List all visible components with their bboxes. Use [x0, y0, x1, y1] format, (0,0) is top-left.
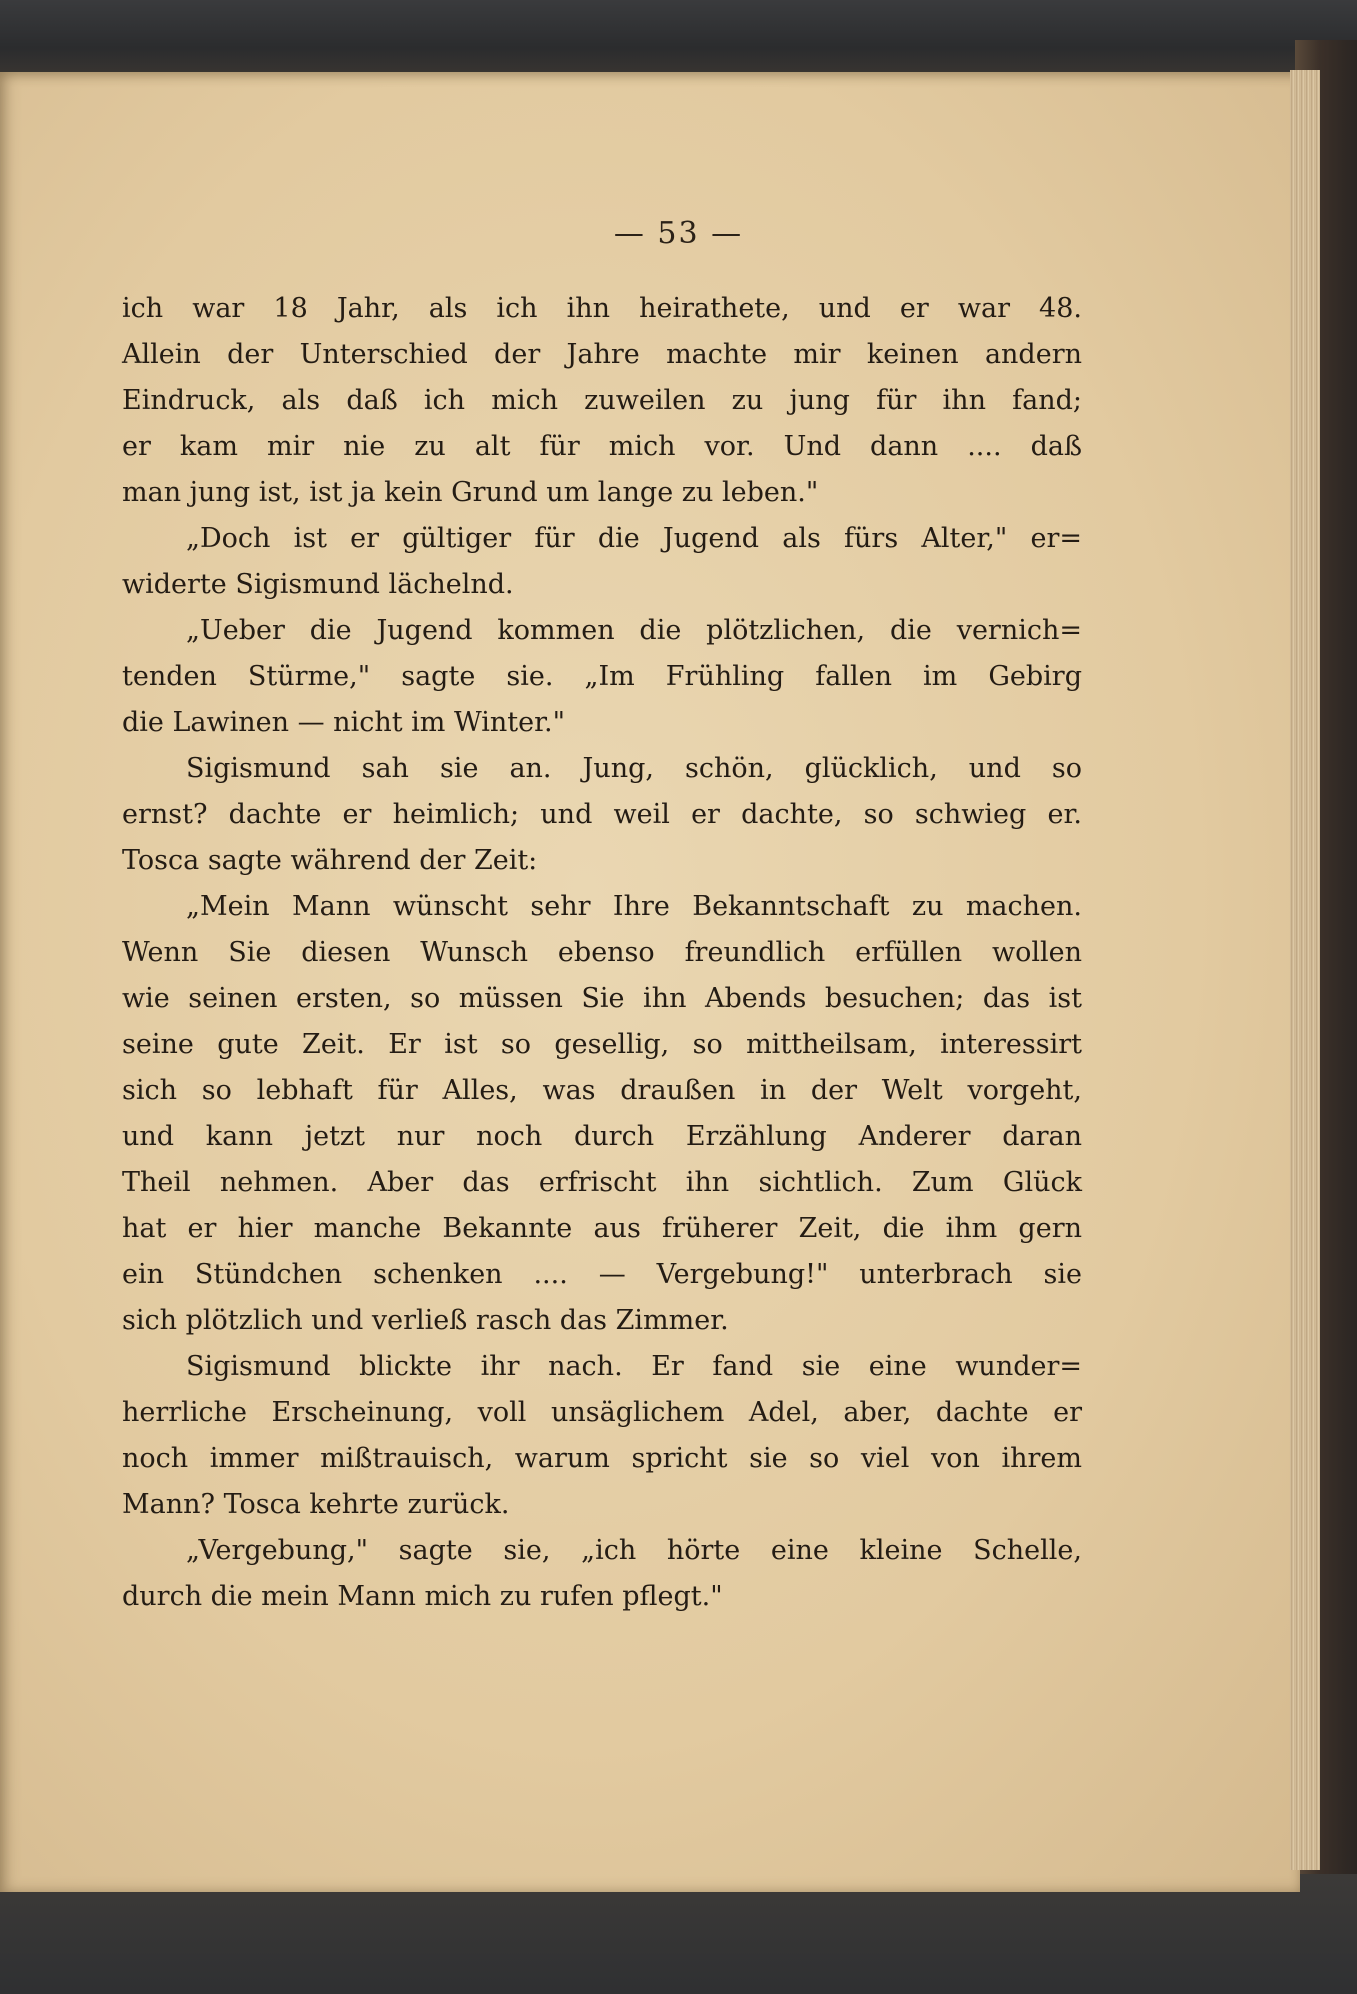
text-line: Sigismund sah sie an. Jung, schön, glücklich, und so [186, 753, 1082, 784]
paragraph [122, 746, 1082, 884]
book-cover-top [0, 0, 1357, 80]
paragraph [122, 884, 1082, 1344]
text-line: wie seinen ersten, so müssen Sie ihn Abends besuchen; das ist [122, 983, 1082, 1014]
text-line: Eindruck, als daß ich mich zuweilen zu jung für ihn fand; [122, 385, 1082, 416]
text-line: Allein der Unterschied der Jahre machte mir keinen andern [122, 339, 1082, 370]
text-line: Mann? Tosca kehrte zurück. [122, 1489, 510, 1520]
text-line: Sigismund blickte ihr nach. Er fand sie eine wunder= [186, 1351, 1082, 1382]
paragraph [122, 1528, 1082, 1620]
text-line: „Mein Mann wünscht sehr Ihre Bekanntschaft zu machen. [186, 891, 1082, 922]
paragraph [122, 286, 1082, 516]
text-line: sich so lebhaft für Alles, was draußen in der Welt vorgeht, [122, 1075, 1082, 1106]
text-line: ein Stündchen schenken .... — Vergebung!" unterbrach sie [122, 1259, 1082, 1290]
book-cover-bottom [0, 1874, 1357, 1994]
text-line: Theil nehmen. Aber das erfrischt ihn sichtlich. Zum Glück [122, 1167, 1082, 1198]
text-line: Wenn Sie diesen Wunsch ebenso freundlich erfüllen wollen [122, 937, 1082, 968]
text-line: er kam mir nie zu alt für mich vor. Und dann .... daß [122, 431, 1082, 462]
text-line: hat er hier manche Bekannte aus früherer Zeit, die ihm gern [122, 1213, 1082, 1244]
paragraph [122, 516, 1082, 608]
text-line: und kann jetzt nur noch durch Erzählung Anderer daran [122, 1121, 1082, 1152]
text-line: widerte Sigismund lächelnd. [122, 569, 514, 600]
text-line: durch die mein Mann mich zu rufen pflegt." [122, 1581, 723, 1612]
text-line: Tosca sagte während der Zeit: [122, 845, 538, 876]
text-line: tenden Stürme," sagte sie. „Im Frühling fallen im Gebirg [122, 661, 1082, 692]
text-line: die Lawinen — nicht im Winter." [122, 707, 566, 738]
text-line: „Ueber die Jugend kommen die plötzlichen, die vernich= [186, 615, 1082, 646]
text-line: ernst? dachte er heimlich; und weil er dachte, so schwieg er. [122, 799, 1082, 830]
text-line: ich war 18 Jahr, als ich ihn heirathete, und er war 48. [122, 293, 1082, 324]
page-edges [1290, 70, 1320, 1870]
page-number: — 53 — [613, 216, 744, 251]
text-line: herrliche Erscheinung, voll unsäglichem Adel, aber, dachte er [122, 1397, 1082, 1428]
text-line: „Doch ist er gültiger für die Jugend als fürs Alter," er= [186, 523, 1082, 554]
paragraph [122, 1344, 1082, 1528]
text-line: sich plötzlich und verließ rasch das Zimmer. [122, 1305, 729, 1336]
text-line: man jung ist, ist ja kein Grund um lange zu leben." [122, 477, 819, 508]
text-line: „Vergebung," sagte sie, „ich hörte eine kleine Schelle, [186, 1535, 1082, 1566]
text-line: seine gute Zeit. Er ist so gesellig, so mittheilsam, interessirt [122, 1029, 1082, 1060]
paragraph [122, 608, 1082, 746]
text-line: noch immer mißtrauisch, warum spricht sie so viel von ihrem [122, 1443, 1082, 1474]
page-text [122, 286, 1082, 1620]
